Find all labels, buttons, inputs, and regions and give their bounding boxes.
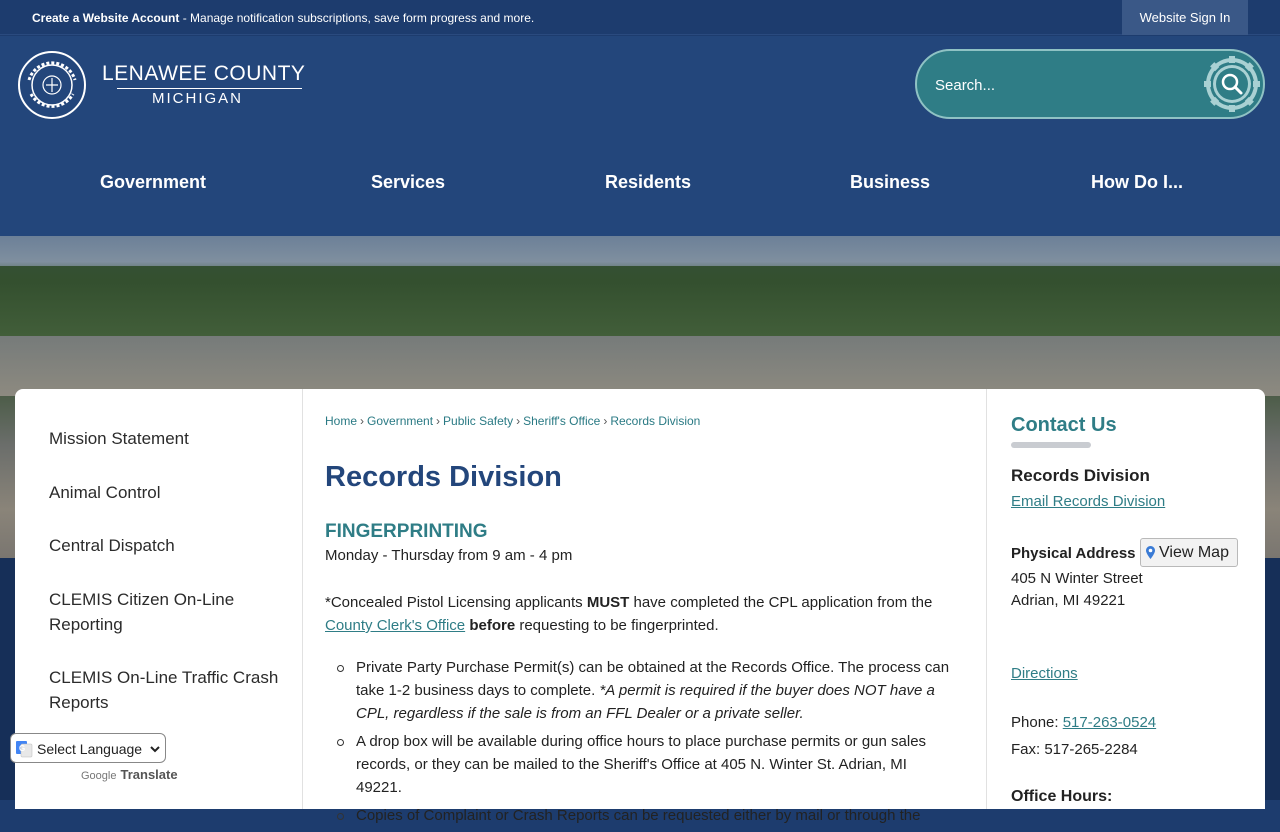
site-header [0, 36, 1280, 236]
translate-word: Translate [120, 767, 178, 782]
fingerprinting-hours: Monday - Thursday from 9 am - 4 pm [325, 547, 573, 564]
search-icon[interactable] [1203, 55, 1261, 113]
records-bullet-list [356, 656, 956, 832]
banner-treeline [0, 266, 1280, 346]
nav-business[interactable]: Business [850, 172, 931, 192]
translate-credit[interactable] [81, 767, 178, 782]
logo-subtitle: MICHIGAN [152, 90, 243, 107]
list-item [356, 804, 956, 827]
map-pin-icon [1146, 546, 1155, 559]
website-sign-in-button[interactable]: Website Sign In [1122, 0, 1248, 35]
sidebar-item-clemis-citizen-reporting[interactable]: CLEMIS Citizen On-Line Reporting [49, 590, 235, 634]
nav-how-do-i[interactable]: How Do I... [1091, 172, 1183, 192]
fax-line: Fax: 517-265-2284 [1011, 741, 1138, 758]
contact-department: Records Division [1011, 466, 1150, 485]
list-item [356, 656, 956, 725]
logo-divider [117, 88, 302, 89]
contact-panel [986, 389, 1265, 809]
breadcrumb-public-safety[interactable]: Public Safety [443, 414, 514, 428]
phone-link[interactable]: 517-263-0524 [1062, 714, 1157, 731]
breadcrumb-sheriffs-office[interactable]: Sheriff's Office [523, 414, 601, 428]
breadcrumb-separator: › [516, 414, 521, 428]
directions-link[interactable]: Directions [1011, 665, 1078, 682]
bullet-text: Private Party Purchase Permit(s) can be obtained at the Records Office. The process can take 1-2 business days to complete. [356, 659, 950, 699]
content-card [15, 389, 1265, 824]
account-message-text: - Manage notification subscriptions, save form progress and more. [179, 11, 535, 25]
nav-government[interactable]: Government [100, 172, 207, 192]
contact-us-title: Contact Us [1011, 414, 1117, 436]
breadcrumb [325, 414, 700, 428]
breadcrumb-home[interactable]: Home [325, 414, 358, 428]
county-clerk-link[interactable]: County Clerk's Office [325, 617, 466, 634]
office-hours-label: Office Hours: [1011, 788, 1113, 805]
page-title: Records Division [325, 461, 562, 493]
phone-line [1011, 714, 1156, 731]
language-select[interactable] [33, 738, 163, 760]
search-box [915, 49, 1265, 119]
cpl-notice-text: *Concealed Pistol Licensing applicants [325, 594, 587, 611]
bullet-text: A drop box will be available during office hours to place purchase permits or gun sales records, or they can be mailed to the Sheriff's Office at 405 N. Winter St. Adrian, MI 49221. [356, 733, 927, 796]
main-nav [0, 172, 1280, 202]
banner-town [0, 336, 1280, 396]
cpl-notice [325, 591, 955, 637]
sidebar-item-clemis-crash-reports[interactable]: CLEMIS On-Line Traffic Crash Reports [49, 668, 279, 712]
bullet-text: Copies of Complaint or Crash Reports can be requested either by mail or through the [356, 807, 921, 824]
breadcrumb-separator: › [436, 414, 441, 428]
phone-label: Phone: [1011, 714, 1063, 731]
sidebar-item-animal-control[interactable]: Animal Control [49, 483, 161, 502]
section-heading-fingerprinting: FINGERPRINTING [325, 521, 488, 542]
bullet-italic-note: *A permit is required if the buyer does NOT have a CPL, regardless if the sale is from an FFL Dealer or a private seller. [356, 682, 935, 722]
breadcrumb-government[interactable]: Government [367, 414, 434, 428]
top-bar [0, 0, 1280, 35]
breadcrumb-records-division[interactable]: Records Division [610, 414, 701, 428]
breadcrumb-separator: › [360, 414, 365, 428]
county-seal-logo[interactable] [17, 50, 87, 120]
sidebar-item-central-dispatch[interactable]: Central Dispatch [49, 536, 175, 555]
address-line-2: Adrian, MI 49221 [1011, 592, 1126, 609]
list-item [356, 730, 956, 799]
language-selector [10, 733, 166, 763]
google-translate-icon [16, 741, 32, 757]
physical-address-label: Physical Address [1011, 545, 1136, 562]
contact-title-underline [1011, 442, 1091, 448]
main-content [325, 389, 985, 824]
logo-name[interactable]: LENAWEE COUNTY [102, 62, 306, 85]
cpl-notice-text: have completed the CPL application from the [629, 594, 933, 611]
breadcrumb-separator: › [603, 414, 608, 428]
cpl-notice-must: MUST [586, 594, 630, 611]
cpl-notice-text: requesting to be fingerprinted. [515, 617, 719, 634]
search-input[interactable] [935, 73, 1195, 97]
address-line-1: 405 N Winter Street [1011, 570, 1143, 587]
account-message [32, 11, 534, 25]
nav-services[interactable]: Services [371, 172, 446, 192]
sidebar-item-mission-statement[interactable]: Mission Statement [49, 429, 189, 448]
svg-text:G: G [19, 744, 26, 753]
email-records-link[interactable]: Email Records Division [1011, 493, 1166, 510]
cpl-notice-before: before [469, 617, 516, 634]
nav-residents[interactable]: Residents [605, 172, 692, 192]
view-map-label: View Map [1159, 544, 1229, 561]
create-account-link[interactable]: Create a Website Account [32, 11, 180, 25]
google-word: Google [81, 770, 117, 782]
view-map-button[interactable] [1140, 538, 1238, 567]
